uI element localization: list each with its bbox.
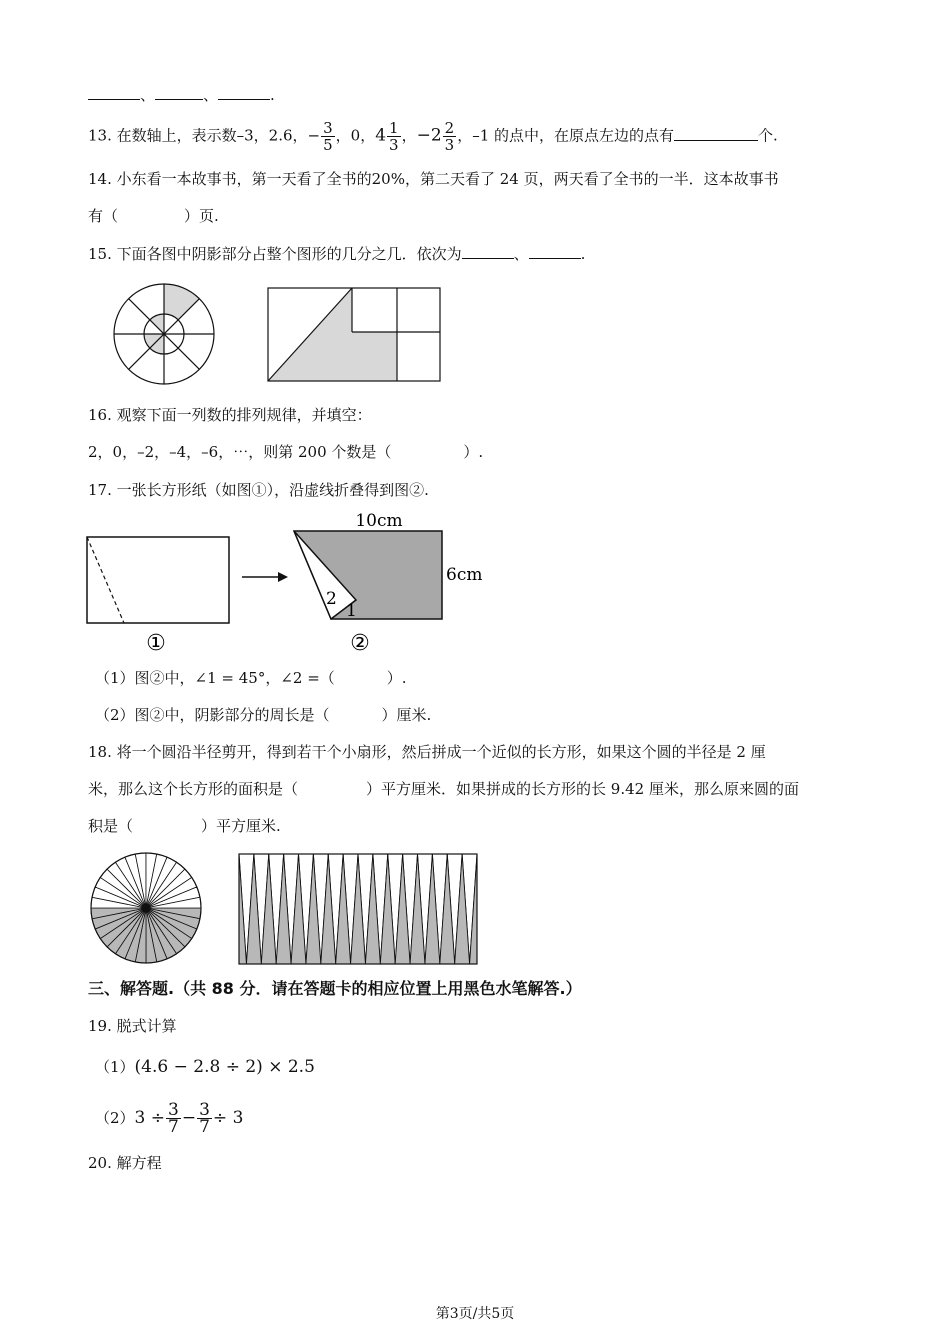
- rectangle-paper: [87, 537, 229, 623]
- question-18-line2: 米，那么这个长方形的面积是（ ）平方厘米．如果拼成的长方形的长 9.42 厘米，那么原来圆的面: [88, 780, 799, 798]
- question-15: 15. 下面各图中阴影部分占整个图形的几分之几．依次为 、 .: [88, 245, 586, 263]
- answer-blank[interactable]: [462, 243, 514, 259]
- label-10cm: 10cm: [355, 511, 403, 531]
- arrow-head: [278, 572, 288, 582]
- answer-blank[interactable]: [88, 84, 140, 100]
- q15-rectangle-figure: [264, 286, 444, 386]
- top-blanks-line: [88, 84, 275, 106]
- question-16: 16. 观察下面一列数的排列规律，并填空：: [88, 406, 372, 424]
- question-19-sub2: （2）3 ÷ $\frac{3}{7}$ − $\frac{3}{7}$ ÷ 3: [95, 1100, 244, 1137]
- question-17: 17. 一张长方形纸（如图①），沿虚线折叠得到图②.: [88, 481, 429, 499]
- question-20: 20. 解方程: [88, 1154, 162, 1172]
- mixed-fraction: $\frac{1}{3}$: [389, 119, 399, 154]
- separator: 、: [140, 86, 156, 104]
- fold-line: [87, 537, 124, 623]
- angle-2-label: 2: [326, 589, 337, 609]
- question-17-sub1: （1）图②中，∠1 = 45°，∠2 =（ ）.: [95, 669, 407, 687]
- question-16-line2: 2，0，–2，–4，–6，⋯，则第 200 个数是（ ）.: [88, 443, 484, 461]
- fraction: $\frac{3}{7}$: [168, 1100, 179, 1137]
- period: .: [270, 86, 275, 104]
- figure-label-1: ①: [146, 631, 166, 656]
- shaded-inner-sector: [150, 314, 164, 334]
- q17-folding-figure: [84, 508, 494, 658]
- shaded-region: [268, 288, 397, 381]
- angle-1-label: 1: [346, 601, 357, 621]
- question-14-line2: 有（ ）页.: [88, 207, 219, 225]
- figure-label-2: ②: [350, 631, 370, 656]
- page-footer: 第3页/共5页: [435, 1306, 515, 1322]
- fraction: $\frac{3}{7}$: [199, 1100, 210, 1137]
- section-3-title: 三、解答题.（共 88 分．请在答题卡的相应位置上用黑色水笔解答.）: [88, 979, 582, 998]
- question-13: 13. 在数轴上，表示数–3，2.6，− $\frac{3}{5}$ ，0，4 $\frac{1}{3}$ ，−2 $\frac{2}{3}$ ，–1 的点中，在原点左边的点有 个.: [88, 119, 778, 154]
- q18-rearranged-rectangle: [236, 851, 480, 967]
- q18-sector-circle: [84, 850, 208, 968]
- question-17-sub2: （2）图②中，阴影部分的周长是（ ）厘米.: [95, 706, 432, 724]
- mixed-fraction: $\frac{2}{3}$: [444, 119, 455, 154]
- question-14: 14. 小东看一本故事书，第一天看了全书的20%，第二天看了 24 页，两天看了全书的一半．这本故事书: [88, 170, 779, 188]
- fraction: $\frac{3}{5}$: [323, 119, 333, 154]
- question-19-sub1: （1）(4.6 − 2.8 ÷ 2) × 2.5: [95, 1057, 315, 1077]
- question-18-line3: 积是（ ）平方厘米.: [88, 817, 281, 835]
- label-6cm: 6cm: [446, 565, 483, 585]
- answer-blank[interactable]: [674, 125, 758, 141]
- q15-circle-figure: [110, 282, 220, 388]
- answer-blank[interactable]: [155, 84, 203, 100]
- separator: 、: [203, 86, 219, 104]
- shaded-outer-sector: [164, 284, 199, 334]
- question-19: 19. 脱式计算: [88, 1017, 177, 1035]
- answer-blank[interactable]: [529, 243, 581, 259]
- answer-blank[interactable]: [218, 84, 270, 100]
- question-18: 18. 将一个圆沿半径剪开，得到若干个小扇形，然后拼成一个近似的长方形，如果这个圆的半径是 2 厘: [88, 743, 766, 761]
